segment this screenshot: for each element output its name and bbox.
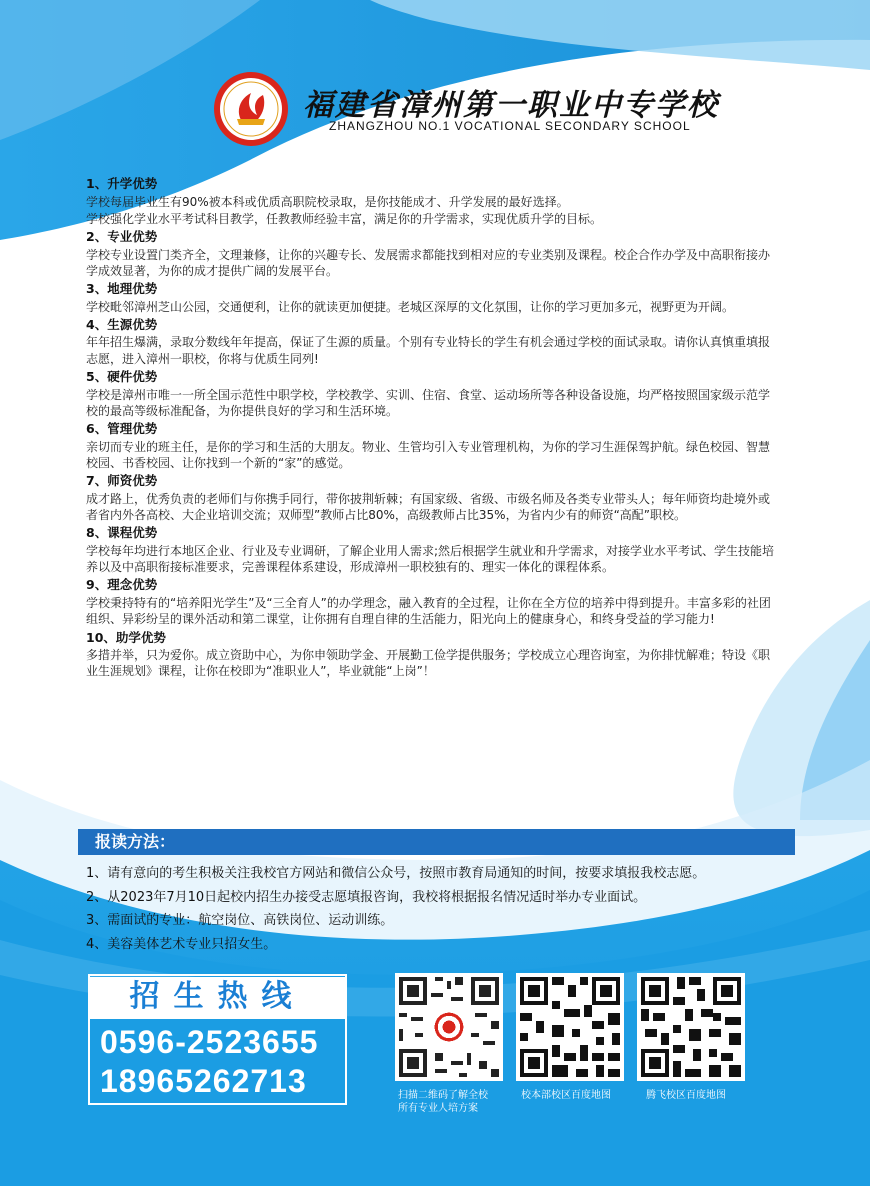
school-name-cn: 福建省漳州第一职业中专学校	[303, 88, 719, 123]
qr-caption-line: 校本部校区百度地图	[521, 1090, 611, 1101]
advantages-list	[86, 175, 776, 681]
section-text: 学校专业设置门类齐全，文理兼修，让你的兴趣专长、发展需求都能找到相对应的专业类别及课程。校企合作办学及中高职衔接办学成效显著，为你的成才提供广阔的发展平台。	[86, 247, 771, 278]
method-header-bar	[78, 829, 795, 855]
section-title: 10、助学优势	[86, 629, 166, 645]
method-list	[86, 862, 786, 956]
qr-code-icon[interactable]	[395, 973, 503, 1081]
advantage-section	[86, 368, 776, 419]
section-title: 8、课程优势	[86, 525, 158, 541]
qr-caption-line: 腾飞校区百度地图	[646, 1090, 726, 1101]
hotline-phone[interactable]: 18965262713	[100, 1063, 307, 1099]
qr-caption	[398, 1089, 488, 1115]
qr-code-icon[interactable]	[637, 973, 745, 1081]
section-title: 6、管理优势	[86, 421, 158, 437]
method-title: 报读方法：	[95, 832, 176, 851]
qr-code-icon[interactable]	[516, 973, 624, 1081]
section-title: 9、理念优势	[86, 577, 158, 593]
section-title: 4、生源优势	[86, 316, 158, 332]
advantage-section	[86, 629, 776, 680]
method-item: 4、美容美体艺术专业只招女生。	[86, 936, 277, 952]
section-text: 学校每届毕业生有90%被本科或优质高职院校录取，是你技能成才、升学发展的最好选择。	[86, 194, 569, 209]
school-name-en: ZHANGZHOU NO.1 VOCATIONAL SECONDARY SCHOOL	[329, 119, 691, 133]
section-text: 学校是漳州市唯一一所全国示范性中职学校，学校教学、实训、住宿、食堂、运动场所等各种设备设施，均严格按照国家级示范学校的最高等级标准配备，为你提供良好的学习和生活环境。	[86, 387, 771, 418]
advantage-section	[86, 228, 776, 279]
qr-caption	[521, 1089, 611, 1102]
method-item: 2、从2023年7月10日起校内招生办接受志愿填报咨询，我校将根据报名情况适时举办专业面试。	[86, 889, 647, 905]
advantage-section	[86, 420, 776, 471]
section-text: 多措并举，只为爱你。成立资助中心，为你申领助学金、开展勤工俭学提供服务；学校成立心理咨询室，为你排忧解难；特设《职业生涯规划》课程，让你在校即为“准职业人”，毕业就能“上岗”！	[86, 648, 771, 679]
qr-caption-line: 所有专业人培方案	[398, 1103, 478, 1114]
section-text: 年年招生爆满，录取分数线年年提高，保证了生源的质量。个别有专业特长的学生有机会通过学校的面试录取。请你认真慎重填报志愿，进入漳州一职校，你将与优质生同列!	[86, 335, 771, 366]
qr-caption-line: 扫描二维码了解全校	[398, 1090, 488, 1101]
section-title: 2、专业优势	[86, 229, 158, 245]
section-text: 学校每年均进行本地区企业、行业及专业调研，了解企业用人需求;然后根据学生就业和升学需求，对接学业水平考试、学生技能培养以及中高职衔接标准要求，完善课程体系建设，形成漳州一职校独有的、理实一体化的课程体系。	[86, 543, 775, 575]
advantage-section	[86, 472, 776, 523]
school-emblem-icon	[213, 71, 289, 147]
section-text: 亲切而专业的班主任，是你的学习和生活的大朋友。物业、生管均引入专业管理机构，为你的学习生涯保驾护航。绿色校园、智慧校园、书香校园、让你找到一个新的“家”的感觉。	[86, 439, 771, 470]
section-text: 成才路上，优秀负责的老师们与你携手同行，带你披荆斩棘；有国家级、省级、市级名师及各类专业带头人；每年师资均赴境外或者省内外各高校、大企业培训交流；双师型”教师占比80%，高级教师占比35%，为省内少有的师资“高配”职校。	[86, 491, 771, 523]
section-title: 5、硬件优势	[86, 369, 158, 385]
section-title: 3、地理优势	[86, 281, 158, 297]
hotline-phone[interactable]: 0596-2523655	[100, 1024, 319, 1060]
section-title: 1、升学优势	[86, 176, 158, 191]
section-text: 学校秉持特有的“培养阳光学生”及“三全育人”的办学理念，融入教育的全过程，让你在全方位的培养中得到提升。丰富多彩的社团组织、异彩纷呈的课外活动和第二课堂，让你拥有自理自律的生活能力，阳光向上的健康身心，和终身受益的学习能力!	[86, 595, 771, 627]
section-text: 学校强化学业水平考试科目教学，任教教师经验丰富，满足你的升学需求，实现优质升学的目标。	[86, 211, 603, 226]
qr-caption	[646, 1089, 726, 1102]
method-item: 3、需面试的专业：航空岗位、高铁岗位、运动训练。	[86, 913, 394, 929]
advantage-section	[86, 175, 776, 227]
section-title: 7、师资优势	[86, 473, 158, 489]
section-text: 学校毗邻漳州芝山公园，交通便利，让你的就读更加便捷。老城区深厚的文化氛围，让你的学习更加多元，视野更为开阔。	[86, 299, 735, 314]
hotline-title: 招生热线	[88, 977, 347, 1017]
advantage-section	[86, 316, 776, 367]
advantage-section	[86, 280, 776, 315]
advantage-section	[86, 576, 776, 627]
advantage-section	[86, 524, 776, 575]
method-item: 1、请有意向的考生积极关注我校官方网站和微信公众号，按照市教育局通知的时间，按要求填报我校志愿。	[86, 866, 706, 881]
